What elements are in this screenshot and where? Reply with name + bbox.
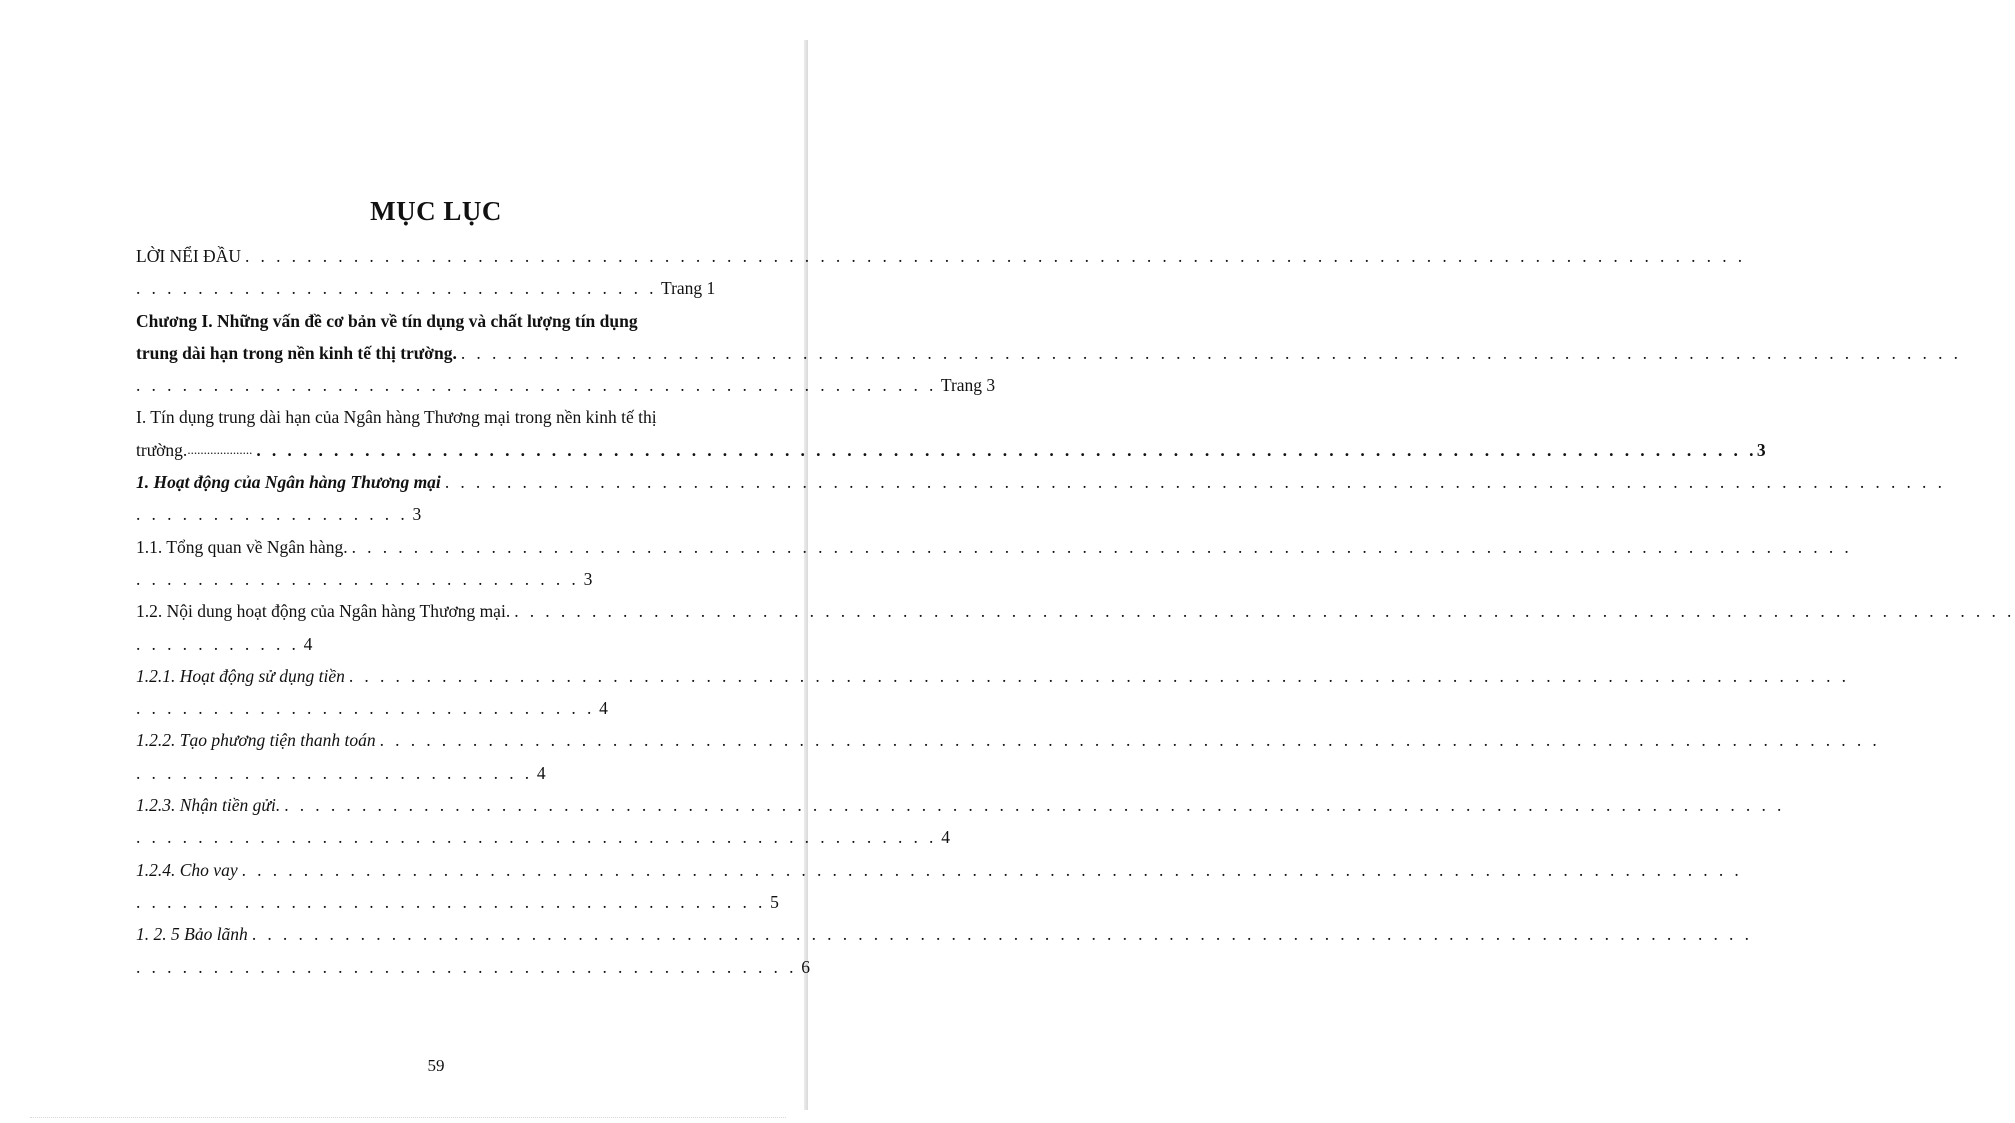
toc-page-ref: 4 [599,698,608,719]
toc-page-ref: 4 [303,633,313,654]
toc-entry-label: 1.1. Tổng quan về Ngân hàng. [136,536,348,557]
dot-leader [376,724,1881,756]
dot-leader [441,466,1946,498]
toc-page-ref: 4 [941,827,950,848]
toc-entry-label: trường. [136,439,188,460]
dot-leader: . . . . . . . . . . . . . . . . . . [136,504,409,525]
toc-entry-continuation [136,951,810,983]
toc-entry-continuation [136,337,718,369]
toc-page-ref: Trang 3 [940,375,996,396]
toc-entry-1-2-2[interactable] [136,724,718,756]
dot-leader [510,595,2015,627]
toc-page-ref: 5 [770,891,779,912]
toc-entry-section-i[interactable] [136,401,718,433]
toc-entry-1-2-5[interactable] [136,918,718,950]
toc-page-ref: 4 [536,762,546,783]
toc-page-ref: Trang 1 [661,278,716,299]
dot-leader: . . . . . . . . . . . . . . . . . . . . . . . . . . . . . . . . . . [136,278,657,299]
toc-entry-1-2-3[interactable] [136,789,718,821]
toc-page-ref: 3 [1756,439,1766,460]
toc-entry-label: 1.2.2. Tạo phương tiện thanh toán [136,730,376,751]
dot-leader [345,660,1850,692]
dot-leader [252,434,1757,466]
table-of-contents [136,240,1766,983]
dot-leader [248,918,1753,950]
dot-leader [280,789,1785,821]
page-number: 59 [427,1056,445,1075]
toc-entry-continuation [136,369,996,401]
dot-leader: . . . . . . . . . . . [136,633,300,654]
toc-entry-continuation [136,886,779,918]
toc-entry-continuation [136,628,718,660]
toc-entry-label: trung dài hạn trong nền kinh tế thị trường. [136,342,457,363]
footer-divider [30,1117,786,1118]
toc-entry-loi-noi-dau[interactable] [136,240,718,272]
toc-entry-label: I. Tín dụng trung dài hạn của Ngân hàng Thương mại trong nền kinh tế thị [136,407,657,428]
toc-entry-label: 1. 2. 5 Bảo lãnh [136,924,248,945]
toc-page-ref: 6 [801,956,810,977]
toc-entry-label: 1.2.1. Hoạt động sử dụng tiền [136,665,345,686]
toc-entry-continuation [136,272,718,304]
page-title: MỤC LỤC [370,196,502,226]
dot-leader: . . . . . . . . . . . . . . . . . . . . . . . . . . . . . . . . . . . . . . . . . [136,891,766,912]
toc-entry-1-2-4[interactable] [136,854,718,886]
toc-entry-label: 1. Hoạt động của Ngân hàng Thương mại [136,472,441,493]
toc-entry-1-2-1[interactable] [136,660,718,692]
toc-entry-hoat-dong[interactable] [136,466,718,498]
toc-entry-continuation [136,498,718,530]
dot-leader: . . . . . . . . . . . . . . . . . . . . . . . . . . [136,762,533,783]
toc-entry-label: LỜI NỂI ĐẦU [136,246,241,266]
dot-leader-small: .................... [187,441,253,457]
toc-entry-continuation [136,434,1766,466]
toc-entry-label: 1.2. Nội dung hoạt động của Ngân hàng Thương mại. [136,601,511,622]
toc-entry-chuong-1[interactable] [136,305,718,337]
dot-leader: . . . . . . . . . . . . . . . . . . . . . . . . . . . . . . . . . . . . . . . . . . . . . . . . . . . . [136,827,937,848]
toc-entry-1-1[interactable] [136,531,718,563]
dot-leader: . . . . . . . . . . . . . . . . . . . . . . . . . . . . . . . . . . . . . . . . . . . . . . . . . . . . [136,375,937,396]
dot-leader [238,854,1743,886]
toc-entry-continuation [136,563,718,595]
dot-leader: . . . . . . . . . . . . . . . . . . . . . . . . . . . . . . . . . . . . . . . . . . . [136,956,797,977]
toc-page-ref: 3 [412,504,422,525]
toc-entry-label: 1.2.3. Nhận tiền gửi. [136,795,281,816]
toc-entry-continuation [136,757,718,789]
dot-leader: . . . . . . . . . . . . . . . . . . . . . . . . . . . . . . [136,698,595,719]
dot-leader [348,531,1853,563]
toc-page-ref: 3 [583,568,593,589]
dot-leader [457,337,1962,369]
toc-entry-continuation [136,692,718,724]
dot-leader [241,240,1746,272]
toc-entry-1-2[interactable] [136,595,718,627]
dot-leader: . . . . . . . . . . . . . . . . . . . . . . . . . . . . . [136,568,580,589]
toc-entry-label: 1.2.4. Cho vay [136,859,238,880]
toc-entry-continuation [136,821,950,853]
toc-entry-label: Chương I. Những vấn đề cơ bản về tín dụng và chất lượng tín dụng [136,310,638,331]
